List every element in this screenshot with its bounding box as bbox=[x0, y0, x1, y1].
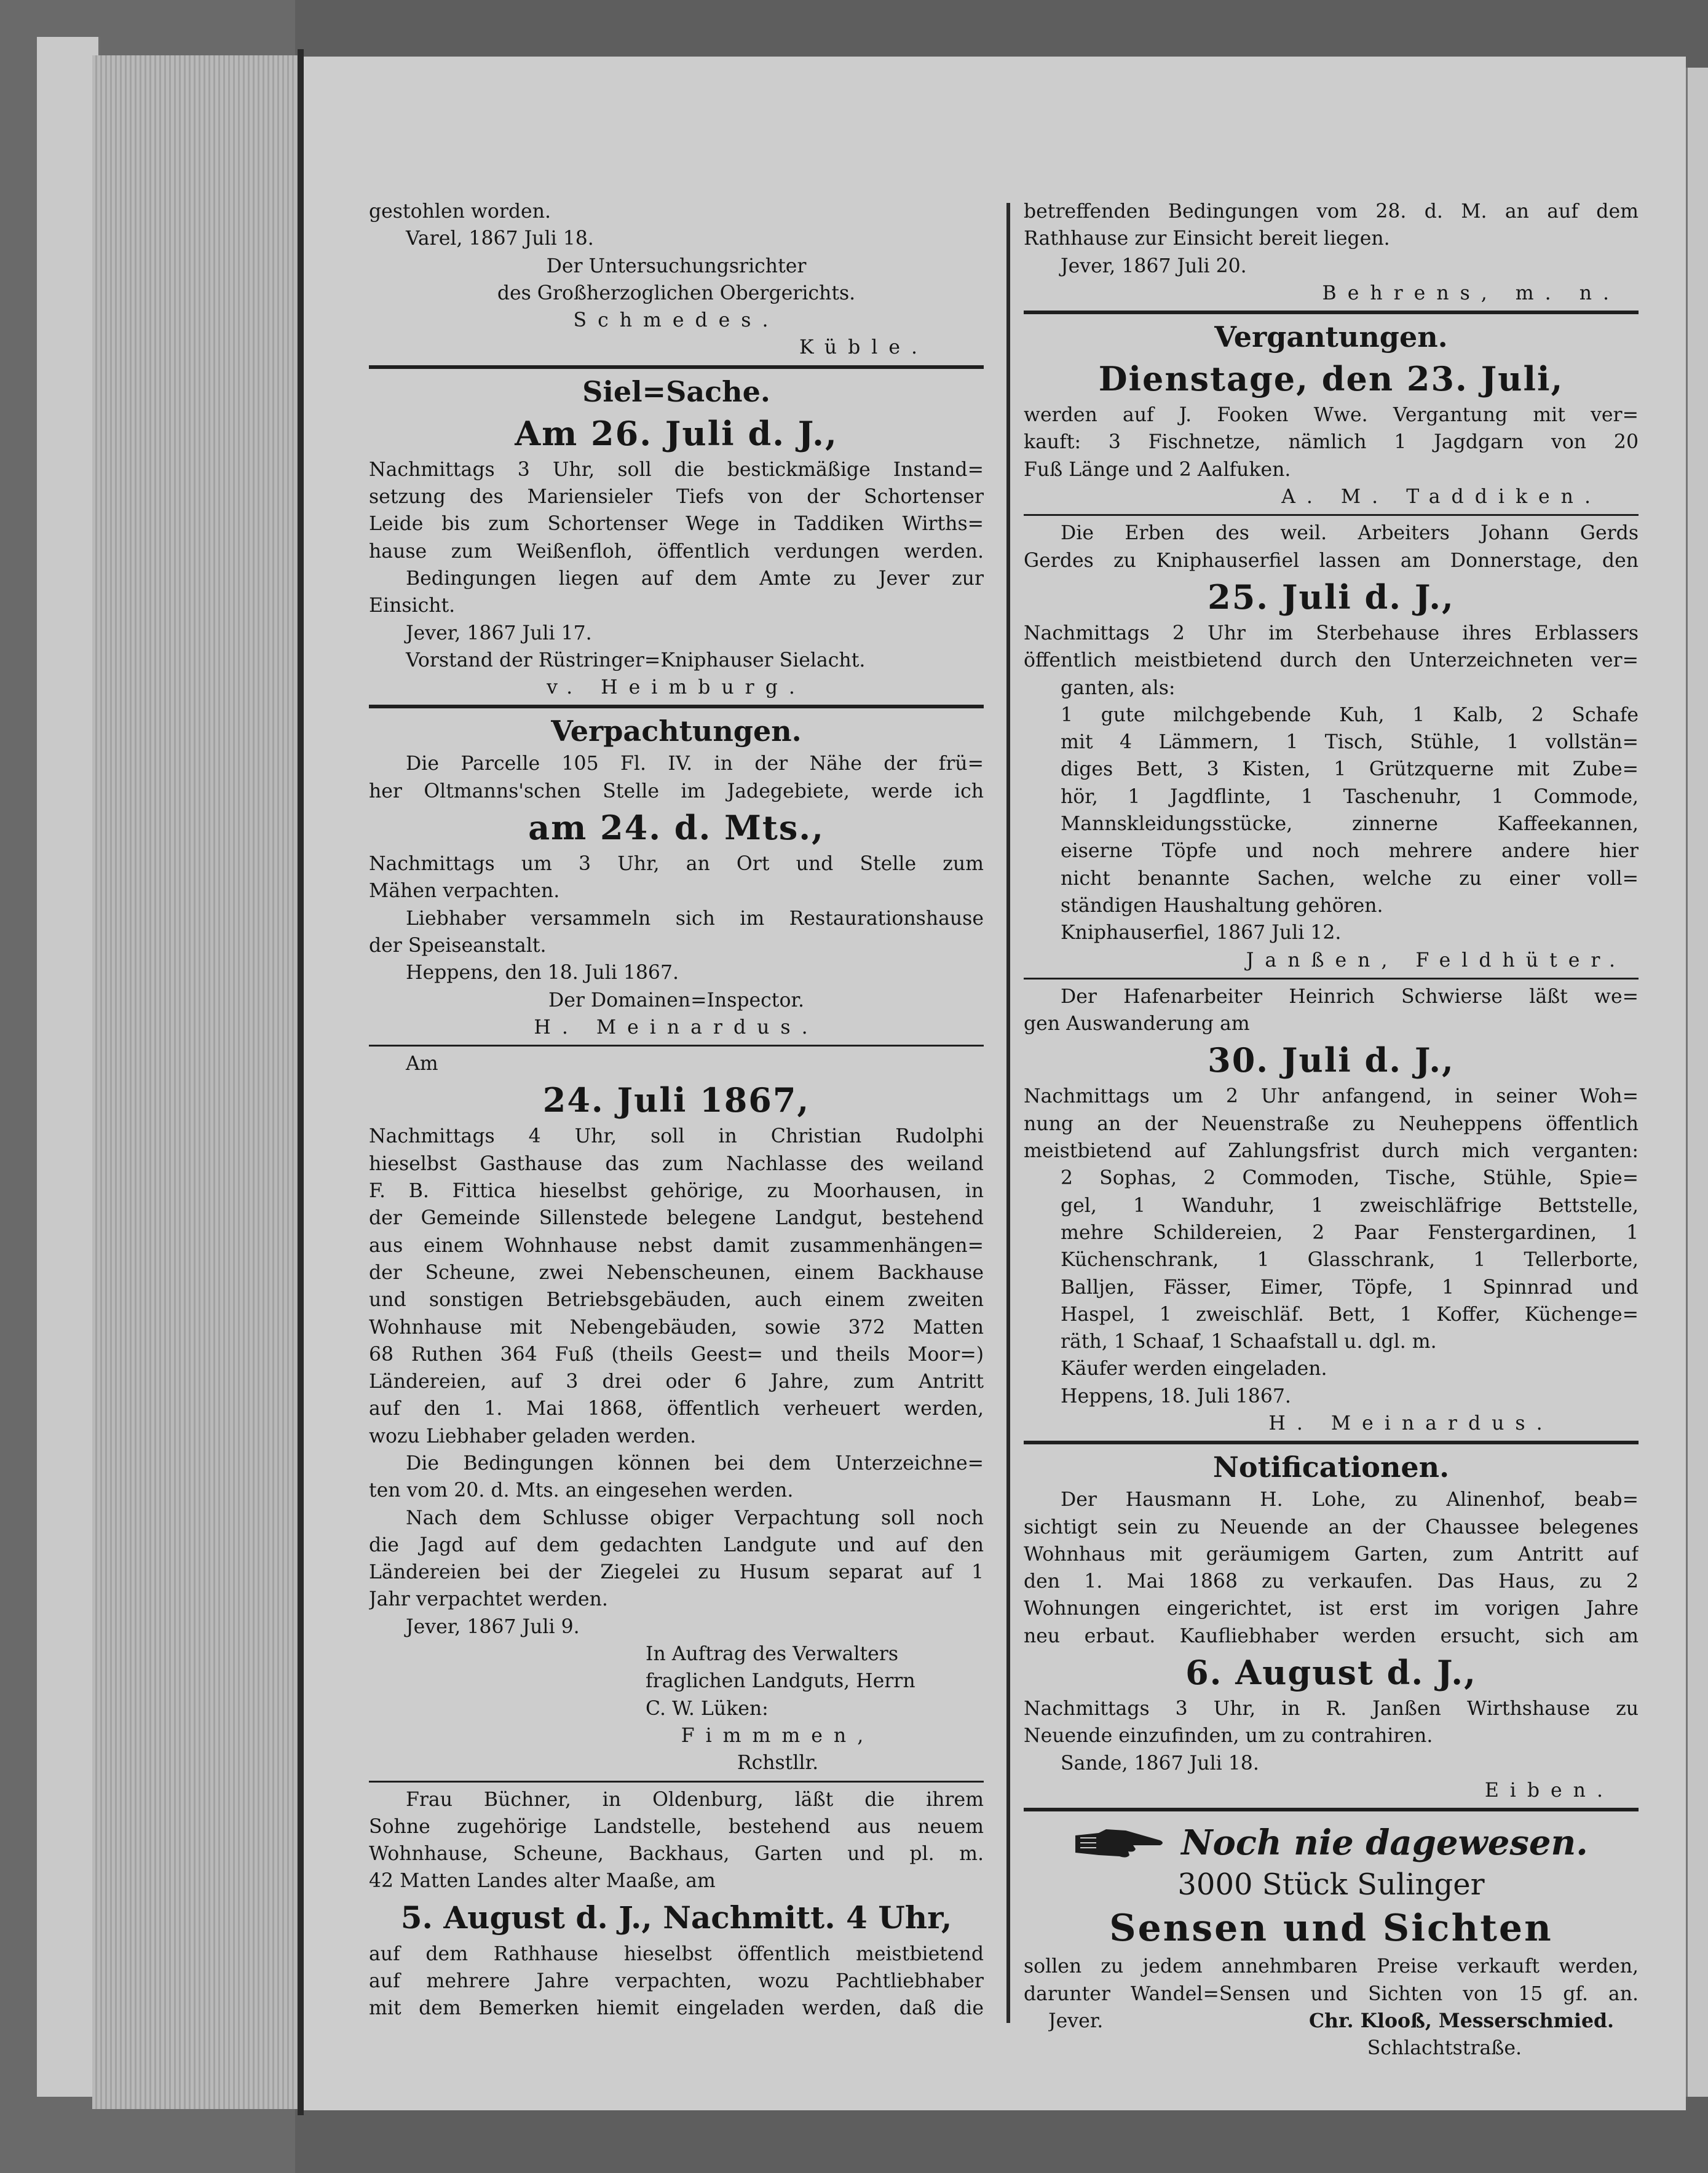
page-stack bbox=[92, 55, 301, 2109]
section-rule bbox=[1024, 1808, 1639, 1811]
text-line: hieselbst Gasthause das zum Nachlasse des weiland bbox=[369, 1152, 984, 1175]
section-heading: Verpachtungen. bbox=[551, 714, 802, 748]
text-line: Nachmittags 4 Uhr, soll in Christian Rudolphi bbox=[369, 1125, 984, 1148]
text-line: der Gemeinde Sillenstede belegene Landgut, bestehend bbox=[369, 1207, 984, 1230]
advert-merchant: Chr. Klooß, Messerschmied. bbox=[1308, 2009, 1614, 2032]
text-line: Nachmittags 3 Uhr, soll die bestickmäßige Instand= bbox=[369, 458, 984, 481]
text-line: auf mehrere Jahre verpachten, wozu Pachtliebhaber bbox=[369, 1970, 984, 1993]
section-rule bbox=[1024, 311, 1639, 314]
list-item: Küchenschrank, 1 Glasschrank, 1 Tellerborte, bbox=[1061, 1249, 1639, 1272]
text-line: auf den 1. Mai 1868, öffentlich verheuert werden, bbox=[369, 1398, 984, 1420]
text-line: Einsicht. bbox=[369, 595, 456, 617]
book-edge bbox=[37, 37, 100, 2097]
text-line: Ländereien, auf 3 drei oder 6 Jahre, zum Antritt bbox=[369, 1371, 984, 1393]
text-line: Kniphauserfiel, 1867 Juli 12. bbox=[1061, 922, 1342, 944]
text-line: Wohnhaus mit geräumigem Garten, zum Antritt auf bbox=[1024, 1543, 1639, 1565]
text-line: Rchstllr. bbox=[737, 1752, 819, 1775]
section-heading: Notificationen. bbox=[1212, 1451, 1450, 1484]
text-line: 42 Matten Landes alter Maaße, am bbox=[369, 1870, 716, 1893]
text-line: Rathhause zur Einsicht bereit liegen. bbox=[1024, 228, 1390, 250]
text-line: 68 Ruthen 364 Fuß (theils Geest= und theils Moor=) bbox=[369, 1343, 984, 1366]
section-rule bbox=[369, 1045, 984, 1047]
date-heading: 30. Juli d. J., bbox=[1208, 1040, 1455, 1080]
list-item: hör, 1 Jagdflinte, 1 Taschenuhr, 1 Commode, bbox=[1061, 785, 1639, 808]
left-column bbox=[369, 198, 984, 2022]
text-line: Jever, 1867 Juli 9. bbox=[406, 1615, 580, 1638]
text-line: Nachmittags um 2 Uhr anfangend, in seiner Woh= bbox=[1024, 1085, 1639, 1108]
text-line: Die Bedingungen können bei dem Unterzeichne= bbox=[406, 1452, 984, 1474]
text-line: Der Hausmann H. Lohe, zu Alinenhof, beab= bbox=[1061, 1489, 1639, 1511]
text-line: den 1. Mai 1868 zu verkaufen. Das Haus, zu 2 bbox=[1024, 1570, 1639, 1593]
text-line: die Jagd auf dem gedachten Landgute und auf den bbox=[369, 1534, 984, 1556]
text-line: her Oltmanns'schen Stelle im Jadegebiete, werde ich bbox=[369, 780, 984, 802]
next-page-edge bbox=[1686, 68, 1708, 2097]
date-heading: Am 26. Juli d. J., bbox=[515, 413, 838, 453]
text-line: der Speiseanstalt. bbox=[369, 934, 547, 957]
text-line: gestohlen worden. bbox=[369, 200, 551, 223]
text-line: und sonstigen Betriebsgebäuden, auch einem zweiten bbox=[369, 1289, 984, 1312]
list-item: 1 gute milchgebende Kuh, 1 Kalb, 2 Schafe bbox=[1061, 703, 1639, 726]
text-line: gen Auswanderung am bbox=[1024, 1013, 1250, 1035]
advert-headline-row bbox=[1024, 1820, 1639, 1866]
text-line: Wohnhause mit Nebengebäuden, sowie 372 Matten bbox=[369, 1316, 984, 1339]
column-rule bbox=[1006, 203, 1010, 2023]
text-line: ganten, als: bbox=[1061, 676, 1176, 699]
text-line: ten vom 20. d. Mts. an eingesehen werden. bbox=[369, 1479, 794, 1502]
text-line: Jever, 1867 Juli 17. bbox=[406, 622, 592, 644]
text-line: Neuende einzufinden, um zu contrahiren. bbox=[1024, 1725, 1433, 1748]
text-line: Mähen verpachten. bbox=[369, 880, 560, 903]
text-line: mit dem Bemerken hiemit eingeladen werden, daß die bbox=[369, 1997, 984, 2020]
text-line: Nachmittags 3 Uhr, in R. Janßen Wirthshause zu bbox=[1024, 1698, 1639, 1720]
text-line: werden auf J. Fooken Wwe. Vergantung mit ver= bbox=[1024, 404, 1639, 427]
text-line: nung an der Neuenstraße zu Neuheppens öffentlich bbox=[1024, 1112, 1639, 1135]
text-line: Sohne zugehörige Landstelle, bestehend aus neuem bbox=[369, 1815, 984, 1838]
text-line: Wohnhause, Scheune, Backhaus, Garten und pl. m. bbox=[369, 1843, 984, 1866]
text-line: Jahr verpachtet werden. bbox=[369, 1588, 608, 1611]
text-line: C. W. Lüken: bbox=[646, 1697, 769, 1720]
text-line: Nach dem Schlusse obiger Verpachtung soll noch bbox=[406, 1506, 984, 1529]
list-item: nicht benannte Sachen, welche zu einer voll= bbox=[1061, 867, 1639, 890]
section-rule bbox=[1024, 1441, 1639, 1444]
list-item: eiserne Töpfe und noch mehrere andere hier bbox=[1061, 840, 1639, 863]
signature: Küble. bbox=[799, 336, 928, 359]
advert-title: Sensen und Sichten bbox=[1109, 1907, 1553, 1950]
text-line: kauft: 3 Fischnetze, nämlich 1 Jagdgarn von 20 bbox=[1024, 431, 1639, 454]
text-line: In Auftrag des Verwalters bbox=[646, 1643, 898, 1666]
text-line: Vorstand der Rüstringer=Kniphauser Sielacht. bbox=[406, 649, 866, 671]
section-rule bbox=[1024, 514, 1639, 516]
date-heading: 5. August d. J., Nachmitt. 4 Uhr, bbox=[400, 1899, 952, 1936]
advert-headline: Noch nie dagewesen. bbox=[1181, 1823, 1588, 1864]
text-line: Heppens, den 18. Juli 1867. bbox=[406, 962, 679, 984]
text-line: sollen zu jedem annehmbaren Preise verkauft werden, bbox=[1024, 1955, 1639, 1978]
text-line: setzung des Mariensieler Tiefs von der Schortenser bbox=[369, 486, 984, 509]
signature: Janßen, Feldhüter. bbox=[1246, 949, 1626, 972]
section-rule bbox=[369, 705, 984, 708]
text-line: Jever, 1867 Juli 20. bbox=[1061, 255, 1247, 277]
text-line: darunter Wandel=Sensen und Sichten von 15 gf. an. bbox=[1024, 1982, 1639, 2005]
text-line: hause zum Weißenfloh, öffentlich verdungen werden. bbox=[369, 540, 984, 563]
signature: H. Meinardus. bbox=[534, 1016, 819, 1039]
text-line: Der Untersuchungsrichter bbox=[546, 255, 807, 277]
text-line: Käufer werden eingeladen. bbox=[1061, 1358, 1327, 1380]
list-item: diges Bett, 3 Kisten, 1 Grützquerne mit Zube= bbox=[1061, 758, 1639, 781]
section-rule bbox=[1024, 978, 1639, 980]
text-line: öffentlich meistbietend durch den Unterzeichneten ver= bbox=[1024, 649, 1639, 672]
section-heading: Vergantungen. bbox=[1214, 320, 1448, 354]
list-item: räth, 1 Schaaf, 1 Schaafstall u. dgl. m. bbox=[1061, 1331, 1437, 1353]
text-line: Die Parcelle 105 Fl. IV. in der Nähe der frü= bbox=[406, 753, 984, 775]
list-item: mit 4 Lämmern, 1 Tisch, Stühle, 1 vollstän= bbox=[1061, 731, 1639, 754]
text-line: Leide bis zum Schortenser Wege in Taddiken Wirths= bbox=[369, 513, 984, 536]
list-item: mehre Schildereien, 2 Paar Fenstergardinen, 1 bbox=[1061, 1221, 1639, 1244]
list-item: Haspel, 1 zweischläf. Bett, 1 Koffer, Küchenge= bbox=[1061, 1303, 1639, 1326]
list-item: Balljen, Fässer, Eimer, Töpfe, 1 Spinnrad und bbox=[1061, 1276, 1639, 1299]
text-line: Der Hafenarbeiter Heinrich Schwierse läßt we= bbox=[1061, 985, 1639, 1008]
text-line: betreffenden Bedingungen vom 28. d. M. an auf dem bbox=[1024, 200, 1639, 223]
list-item: ständigen Haushaltung gehören. bbox=[1061, 894, 1383, 917]
text-line: Fuß Länge und 2 Aalfuken. bbox=[1024, 458, 1291, 481]
text-line: meistbietend auf Zahlungsfrist durch mich verganten: bbox=[1024, 1140, 1639, 1163]
section-rule bbox=[369, 1781, 984, 1783]
text-line: Der Domainen=Inspector. bbox=[548, 989, 805, 1011]
text-line: Wohnungen eingerichtet, ist erst im vorigen Jahre bbox=[1024, 1597, 1639, 1620]
text-line: auf dem Rathhause hieselbst öffentlich meistbietend bbox=[369, 1942, 984, 1965]
signature: H. Meinardus. bbox=[1268, 1412, 1554, 1435]
text-line: Bedingungen liegen auf dem Amte zu Jever zur bbox=[406, 567, 984, 590]
date-heading: 25. Juli d. J., bbox=[1208, 577, 1455, 617]
text-line: Am bbox=[406, 1053, 438, 1075]
date-heading: 24. Juli 1867, bbox=[542, 1080, 810, 1120]
right-column bbox=[1024, 198, 1639, 2062]
signature: Eiben. bbox=[1484, 1779, 1614, 1802]
spine-shadow bbox=[298, 49, 304, 2115]
text-line: aus einem Wohnhause nebst damit zusammenhängen= bbox=[369, 1234, 984, 1257]
text-line: der Scheune, zwei Nebenscheunen, einem Backhause bbox=[369, 1261, 984, 1284]
text-line: des Großherzoglichen Obergerichts. bbox=[497, 282, 856, 304]
text-line: Nachmittags 2 Uhr im Sterbehause ihres Erblassers bbox=[1024, 622, 1639, 644]
list-item: Mannskleidungsstücke, zinnerne Kaffeekannen, bbox=[1061, 813, 1639, 836]
advert-town: Jever. bbox=[1048, 2009, 1104, 2032]
section-heading: Siel=Sache. bbox=[582, 374, 770, 408]
text-line: Gerdes zu Kniphauserfiel lassen am Donnerstage, den bbox=[1024, 549, 1639, 572]
text-line: Frau Büchner, in Oldenburg, läßt die ihrem bbox=[406, 1788, 984, 1811]
text-line: Nachmittags um 3 Uhr, an Ort und Stelle zum bbox=[369, 853, 984, 876]
date-heading: 6. August d. J., bbox=[1185, 1653, 1477, 1693]
text-line: Sande, 1867 Juli 18. bbox=[1061, 1752, 1259, 1775]
signature: Behrens, m. n. bbox=[1322, 282, 1620, 304]
advert-street: Schlachtstraße. bbox=[1367, 2037, 1522, 2060]
text-line: Liebhaber versammeln sich im Restaurationshause bbox=[406, 907, 984, 930]
pointing-hand-icon bbox=[1074, 1824, 1166, 1861]
text-line: fraglichen Landguts, Herrn bbox=[646, 1670, 915, 1693]
list-item: 2 Sophas, 2 Commoden, Tische, Stühle, Spie= bbox=[1061, 1167, 1639, 1190]
text-line: F. B. Fittica hieselbst gehörige, zu Moorhausen, in bbox=[369, 1180, 984, 1203]
list-item: gel, 1 Wanduhr, 1 zweischläfrige Bettstelle, bbox=[1061, 1194, 1639, 1217]
date-heading: Dienstage, den 23. Juli, bbox=[1098, 359, 1564, 399]
text-line: Die Erben des weil. Arbeiters Johann Gerds bbox=[1061, 522, 1639, 545]
advert-line: 3000 Stück Sulinger bbox=[1177, 1867, 1485, 1902]
signature: Schmedes. bbox=[573, 309, 780, 332]
text-line: Ländereien bei der Ziegelei zu Husum separat auf 1 bbox=[369, 1561, 984, 1584]
advert-signature-row bbox=[1024, 2008, 1639, 2035]
text-line: wozu Liebhaber geladen werden. bbox=[369, 1425, 697, 1447]
date-heading: am 24. d. Mts., bbox=[528, 808, 824, 848]
signature: Fimmmen, bbox=[681, 1724, 875, 1747]
text-line: neu erbaut. Kaufliebhaber werden ersucht, sich am bbox=[1024, 1625, 1639, 1647]
text-line: sichtigt sein zu Neuende an der Chaussee belegenes bbox=[1024, 1516, 1639, 1538]
signature: v. Heimburg. bbox=[547, 676, 806, 699]
signature: A. M. Taddiken. bbox=[1281, 486, 1602, 509]
text-line: Heppens, 18. Juli 1867. bbox=[1061, 1385, 1291, 1407]
section-rule bbox=[369, 365, 984, 369]
text-line: Varel, 1867 Juli 18. bbox=[406, 228, 594, 250]
